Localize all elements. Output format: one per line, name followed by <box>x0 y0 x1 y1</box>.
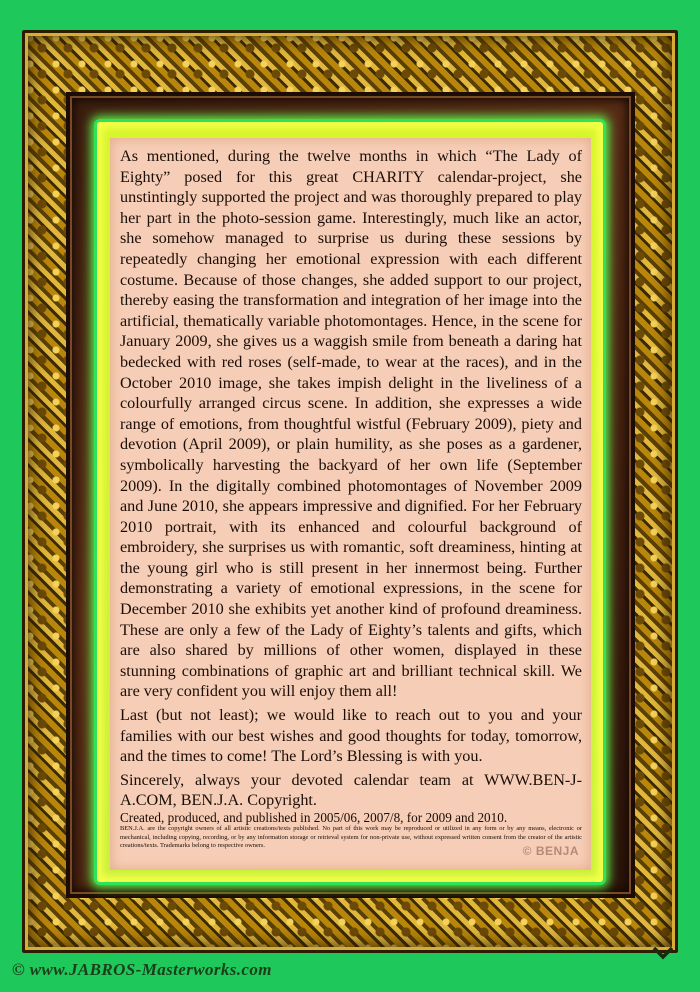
letter-paragraph-2: Last (but not least); we would like to reach out to you and your families with our best wishes and good thoughts for today, tomorrow, and the times to come! The Lord’s Blessing is with you. <box>120 706 582 766</box>
chevron-down-icon[interactable] <box>652 946 674 960</box>
letter-paragraph-1: As mentioned, during the twelve months in which “The Lady of Eighty” posed for this great CHARITY calendar-project, she unstintingly supported the project and was thoroughly prepared to play her part in the photo-session game. Interestingly, much like an actor, she somehow managed to surprise us during these sessions by repeatedly changing her emotional expression with each different costume. Because of those changes, she added support to our project, thereby easing the transformation and integration of her image into the artificial, thematically variable photomontages. Hence, in the scene for January 2009, she gives us a waggish smile from beneath a daring hat bedecked with red roses (self-made, to wear at the races), and in the October 2010 image, she takes impish delight in the liveliness of a colourfully arranged circus scene. In addition, she expresses a wide range of emotions, from thoughtful wistful (February 2009), piety and devotion (April 2009), or plain humility, as she poses as a gardener, symbolically harvesting the backyard of her own life (September 2009). In the digitally combined photomontages of November 2009 and June 2010, she appears impressive and dignified. For her February 2010 portrait, with its enhanced and colourful background of embroidery, she surprises us with romantic, soft dreaminess, hinting at the young girl who is still present in her innermost being. Further demonstrating a variety of emotional expressions, in the scene for December 2010 she exhibits yet another kind of profound dreaminess. These are only a few of the Lady of Eighty’s talents and gifts, which are also shared by millions of other women, displayed in these stunning combinations of graphic art and brilliant technical skill. We are very confident you will enjoy them all! <box>120 147 582 701</box>
benja-watermark: © BENJA <box>522 844 579 858</box>
footer-copyright-link[interactable]: © www.JABROS-Masterworks.com <box>12 960 272 979</box>
letter-credits: Created, produced, and published in 2005/06, 2007/8, for 2009 and 2010. <box>120 810 508 825</box>
letter-signature: Sincerely, always your devoted calendar team at WWW.BEN-J-A.COM, BEN.J.A. Copyright. <box>120 770 582 810</box>
letter-panel <box>110 138 591 870</box>
letter-legal-notice: BEN.J.A. are the copyright owners of all artistic creations/texts published. No part of this work may be reproduced or utilized in any form or by any means, electronic or mechanical, including copying, recording, or by any information storage or retrieval system for non-private use, without expressed written consent from the creator of the artistic creations/texts. Trademarks belong to respective owners. <box>120 825 582 850</box>
